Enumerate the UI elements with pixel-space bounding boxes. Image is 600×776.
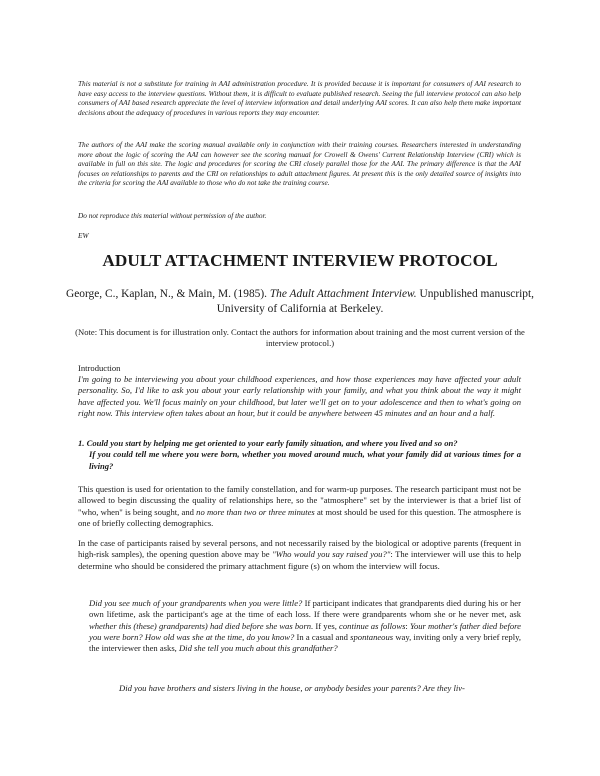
introduction-text: I'm going to be interviewing you about your childhood experiences, and how those experiences may have affected your adult personality. So, I'd like to ask you about your early relationship with your family, and what you think about the way it might have affected you. We'll focus mainly on your childhood, but later we'll get on to your adolescence and then to what's going on right now. This interview often takes about an hour, but it could be anywhere between 45 minutes and an hour and a half. [78,374,521,418]
gp-i: spontaneous [350,631,394,642]
gp-d: If yes, [313,620,340,631]
citation-rest: Unpublished manuscript, University of California at Berkeley. [216,288,534,315]
question-1-rest: If you could tell me where you were born, whether you moved around much, what your family did at various times for a living? [89,449,521,471]
orientation-emphasis: no more than two or three minutes [196,506,315,517]
gp-e: continue as follows [339,620,406,631]
gp-b: If participant indicates that grandparents died during his or her own lifetime, ask the participant's age at the time of each loss. If there were grandparents whom she or he never met, ask [89,598,521,620]
orientation-text-a: This question is used for orientation to the family constellation, and for warm-up purposes. The research participant must not be allowed to begin discussing the quality of relationships here, so the "atmosphere" set by the interviewer is that a brief list of "who, when" is being sought, and [78,484,521,517]
introduction-heading: Introduction [78,363,121,373]
note-signature: EW [78,231,89,240]
citation-authors: George, C., Kaplan, N., & Main, M. (1985). [65,288,270,300]
gp-h: In a casual and [294,631,351,642]
gp-a: Did you see much of your grandparents when you were little? [89,598,303,608]
raised-text-a: In the case of participants raised by several persons, and not necessarily raised by the biological or adoptive parents (frequent in high-risk samples), the opening question above may be [78,538,521,560]
page-title: ADULT ATTACHMENT INTERVIEW PROTOCOL [102,251,498,270]
orientation-paragraph [78,484,521,529]
question-1 [78,438,521,472]
gp-f: : [405,620,410,631]
siblings-paragraph: Did you have brothers and sisters living in the house, or anybody besides your parents? Are they liv- [119,683,465,693]
grandparents-paragraph [89,598,521,654]
raised-paragraph [78,538,521,572]
citation [60,287,540,317]
gp-k: Did she tell you much about this grandfather? [178,643,338,654]
gp-c: whether this (these) grandparents) had died before she was born. [89,620,314,631]
note-paragraph-1: This material is not a substitute for training in AAI administration procedure. It is provided because it is important for consumers of AAI research to have easy access to the interview questions. Without them, it is difficult to evaluate published research. Seeing the full interview protocol can also help consumers of AAI based research appreciate the level of interview information and detail underlying AAI scores. It can also help them make important decisions about the adequacy of procedures in various reports they may encounter. [78,79,521,117]
raised-text-c: : The interviewer will use this to help determine who should be considered the primary attachment figure (s) on whom the interview will focus. [78,549,522,571]
question-1-first-line: 1. Could you start by helping me get oriented to your early family situation, and where you lived and so on? [78,438,458,448]
note-paragraph-2: The authors of the AAI make the scoring manual available only in conjunction with their training courses. Researchers interested in understanding more about the logic of scoring the AAI can however see the scoring manual for Crowell & Owens' Current Relationship Interview (CRI) which is available in full on this site. The logic and procedures for scoring the CRI closely parallel those for the AAI. The primary difference is that the AAI focuses on relationships to parents and the CRI on relationships to adult attachment figures. At present this is the only detailed source of insights into the criteria for scoring the AAI available to those who do not take the training course. [78,140,521,188]
gp-g: Your mother's father died before you were born? How old was she at the time, do you know? [89,620,521,642]
citation-work-title: The Adult Attachment Interview. [269,288,417,300]
orientation-text-c: at most should be used for this question. The atmosphere is one of briefly collecting demographics. [78,506,521,528]
disclaimer-note: (Note: This document is for illustration only. Contact the authors for information about training and the most current version of the interview protocol.) [75,327,525,349]
note-paragraph-3: Do not reproduce this material without permission of the author. [78,211,267,220]
raised-question: "Who would you say raised you?" [272,549,391,560]
gp-j: way, inviting only a very brief reply, the interviewer then asks, [89,631,521,654]
